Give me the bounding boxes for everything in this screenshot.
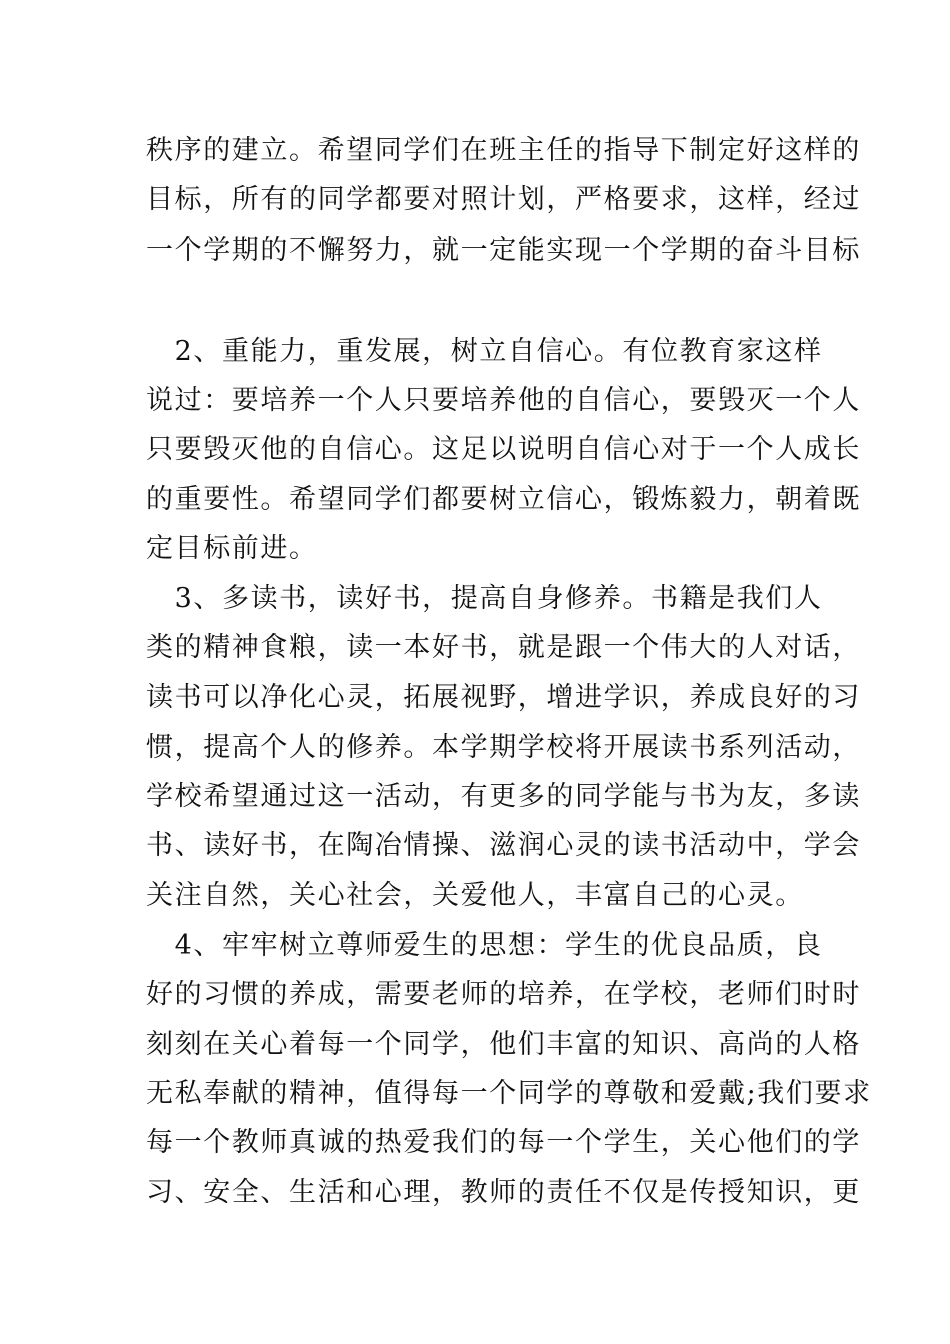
text-line: 4、牢牢树立尊师爱生的思想：学生的优良品质，良 — [146, 930, 823, 961]
text-line: 的重要性。希望同学们都要树立信心，锻炼毅力，朝着既 — [146, 484, 861, 515]
text-line: 惯，提高个人的修养。本学期学校将开展读书系列活动， — [146, 732, 861, 763]
text-line: 书、读好书，在陶冶情操、滋润心灵的读书活动中，学会 — [146, 830, 861, 861]
text-line: 习、安全、生活和心理，教师的责任不仅是传授知识，更 — [146, 1177, 861, 1208]
text-line: 好的习惯的养成，需要老师的培养，在学校，老师们时时 — [146, 979, 861, 1010]
text-line: 学校希望通过这一活动，有更多的同学能与书为友，多读 — [146, 781, 861, 812]
text-line: 2、重能力，重发展，树立自信心。有位教育家这样 — [146, 336, 823, 367]
text-line: 说过：要培养一个人只要培养他的自信心，要毁灭一个人 — [146, 385, 861, 416]
text-line: 一个学期的不懈努力，就一定能实现一个学期的奋斗目标 — [146, 235, 861, 266]
text-line: 每一个教师真诚的热爱我们的每一个学生，关心他们的学 — [146, 1127, 861, 1158]
text-line: 读书可以净化心灵，拓展视野，增进学识，养成良好的习 — [146, 682, 861, 713]
text-line: 目标，所有的同学都要对照计划，严格要求，这样，经过 — [146, 184, 861, 215]
text-line: 类的精神食粮，读一本好书，就是跟一个伟大的人对话， — [146, 632, 861, 663]
text-line: 秩序的建立。希望同学们在班主任的指导下制定好这样的 — [146, 135, 861, 166]
text-line: 刻刻在关心着每一个同学，他们丰富的知识、高尚的人格 — [146, 1029, 861, 1060]
text-line: 关注自然，关心社会，关爱他人，丰富自己的心灵。 — [146, 880, 804, 911]
text-line: 无私奉献的精神，值得每一个同学的尊敬和爱戴;我们要求 — [146, 1078, 872, 1109]
text-line: 只要毁灭他的自信心。这足以说明自信心对于一个人成长 — [146, 434, 861, 465]
text-line: 3、多读书，读好书，提高自身修养。书籍是我们人 — [146, 583, 823, 614]
text-line: 定目标前进。 — [146, 533, 318, 564]
